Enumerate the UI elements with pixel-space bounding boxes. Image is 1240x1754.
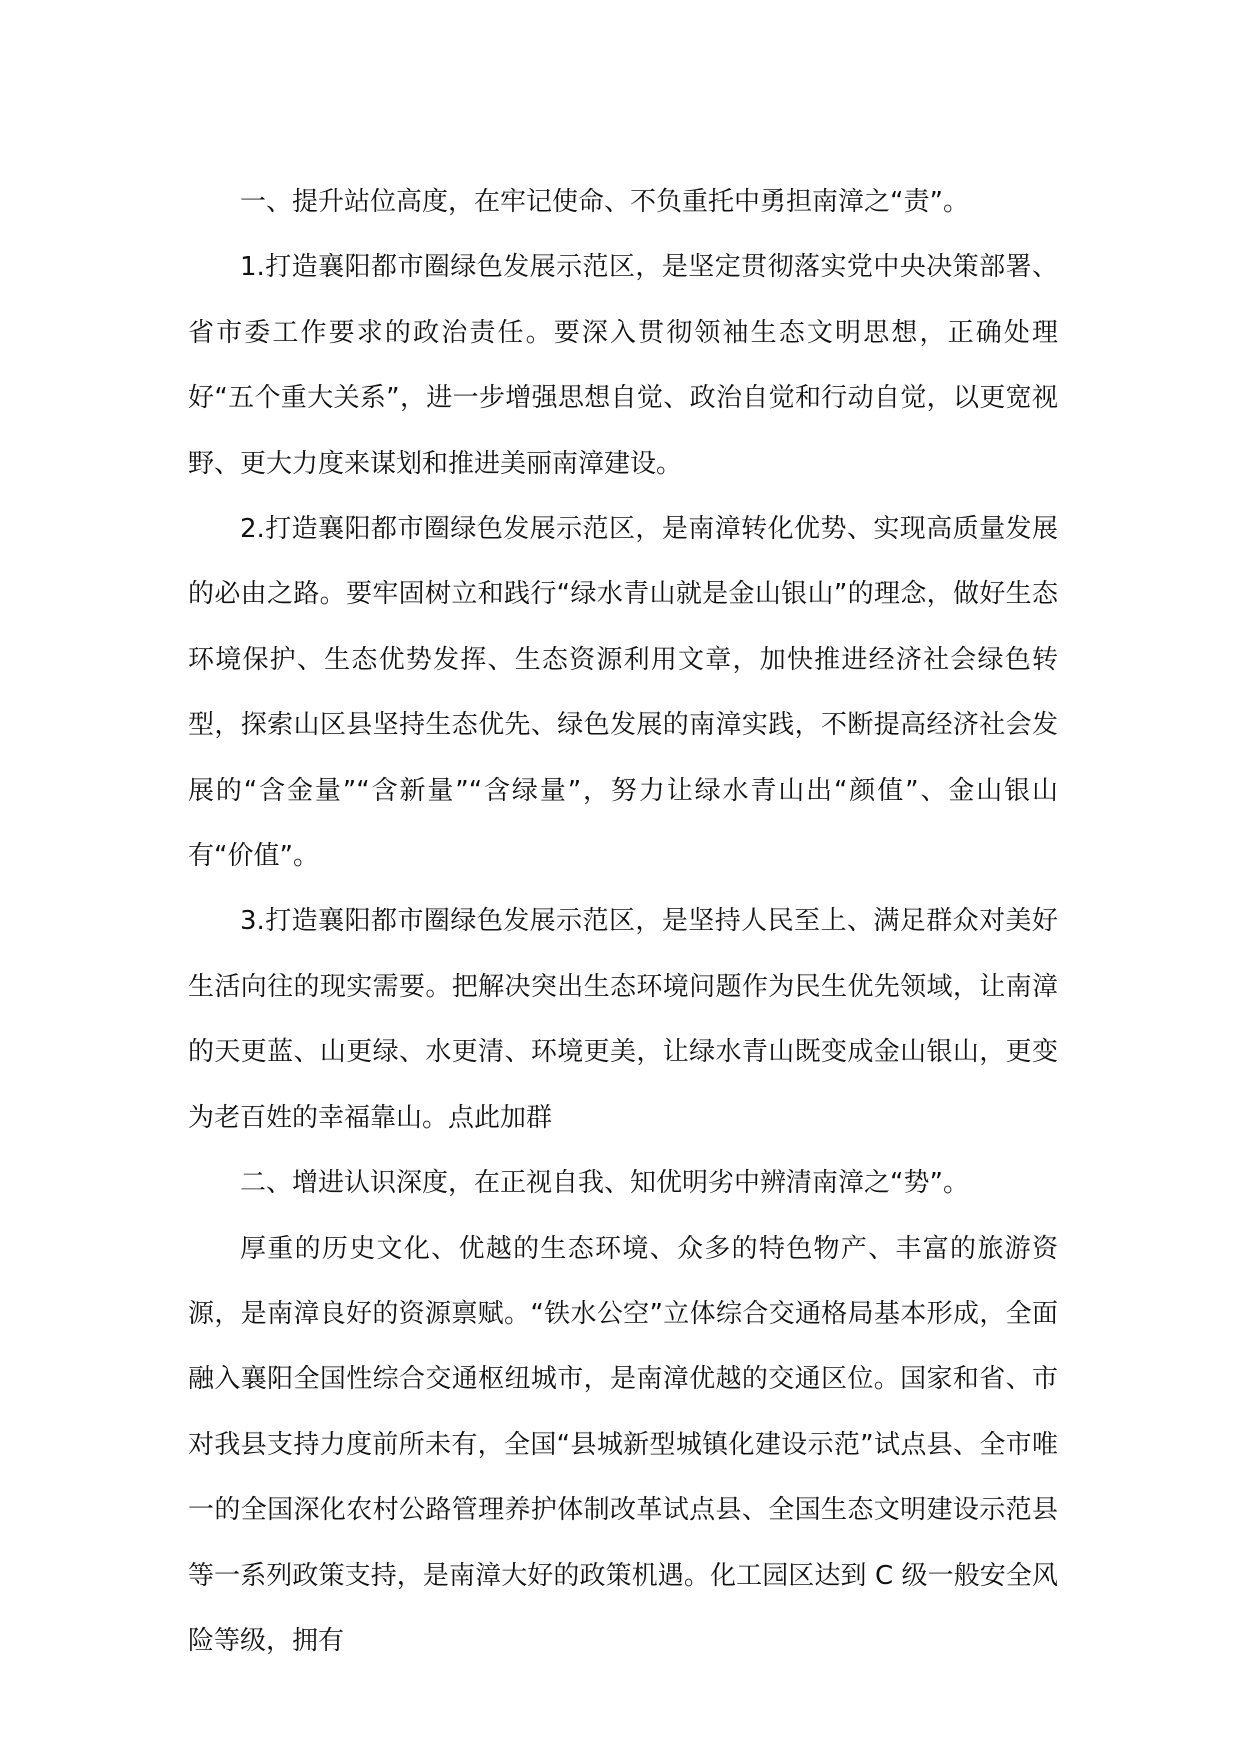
paragraph-3: 3.打造襄阳都市圈绿色发展示范区，是坚持人民至上、满足群众对美好生活向往的现实需要。把解决突出生态环境问题作为民生优先领域，让南漳的天更蓝、山更绿、水更清、环境更美，让绿水青山既变成金山银山，更变为老百姓的幸福靠山。点此加群 bbox=[188, 906, 1058, 1133]
document-body bbox=[188, 170, 1058, 1674]
paragraph-4: 厚重的历史文化、优越的生态环境、众多的特色物产、丰富的旅游资源，是南漳良好的资源禀赋。“铁水公空”立体综合交通格局基本形成，全面融入襄阳全国性综合交通枢纽城市，是南漳优越的交通区位。国家和省、市对我县支持力度前所未有，全国“县城新型城镇化建设示范”试点县、全市唯一的全国深化农村公路管理养护体制改革试点县、全国生态文明建设示范县等一系列政策支持，是南漳大好的政策机遇。化工园区达到 C 级一般安全风险等级，拥有 bbox=[188, 1233, 1058, 1656]
paragraph-2: 2.打造襄阳都市圈绿色发展示范区，是南漳转化优势、实现高质量发展的必由之路。要牢固树立和践行“绿水青山就是金山银山”的理念，做好生态环境保护、生态优势发挥、生态资源利用文章，加快推进经济社会绿色转型，探索山区县坚持生态优先、绿色发展的南漳实践，不断提高经济社会发展的“含金量”“含新量”“含绿量”，努力让绿水青山出“颜值”、金山银山有“价值”。 bbox=[188, 514, 1058, 872]
section-heading-2: 二、增进认识深度，在正视自我、知优明劣中辨清南漳之“势”。 bbox=[240, 1168, 969, 1199]
paragraph-1: 1.打造襄阳都市圈绿色发展示范区，是坚定贯彻落实党中央决策部署、省市委工作要求的政治责任。要深入贯彻领袖生态文明思想，正确处理好“五个重大关系”，进一步增强思想自觉、政治自觉和行动自觉，以更宽视野、更大力度来谋划和推进美丽南漳建设。 bbox=[188, 252, 1058, 479]
section-heading-1: 一、提升站位高度，在牢记使命、不负重托中勇担南漳之“责”。 bbox=[240, 187, 969, 217]
